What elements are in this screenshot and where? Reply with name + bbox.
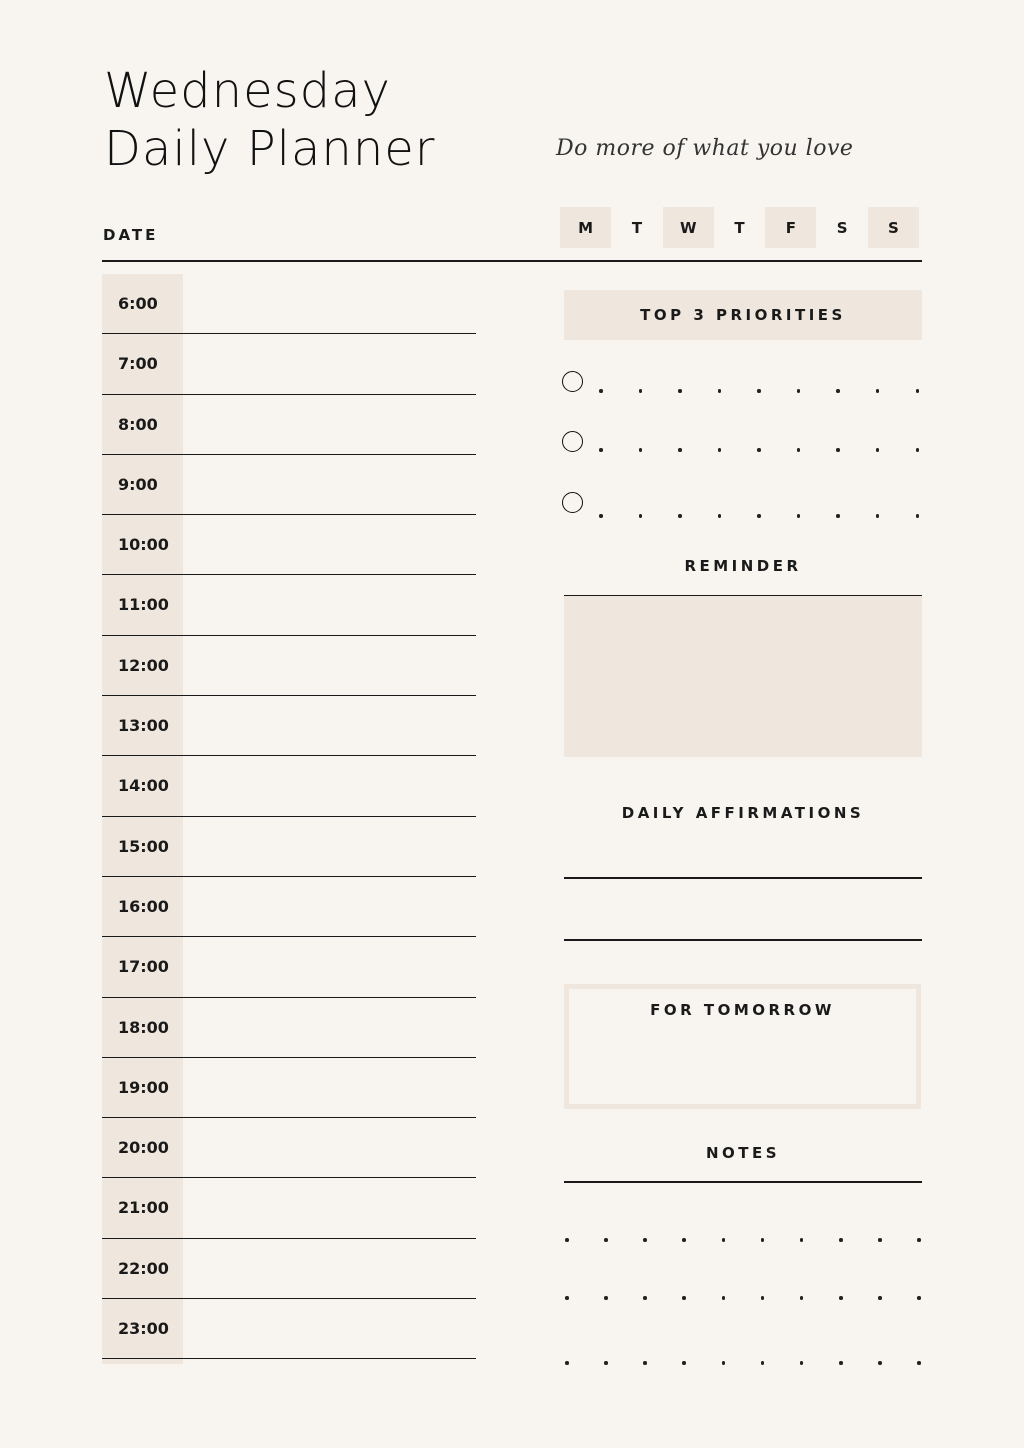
time-slot[interactable] — [102, 1058, 476, 1118]
checkbox-circle-icon[interactable] — [562, 431, 583, 452]
notes-divider — [564, 1181, 922, 1183]
time-label: 12:00 — [118, 655, 169, 675]
notes-dotted-line[interactable] — [565, 1296, 921, 1300]
notes-dotted-line[interactable] — [565, 1238, 921, 1242]
time-label: 20:00 — [118, 1138, 169, 1158]
time-label: 7:00 — [118, 354, 158, 374]
header-divider — [102, 260, 922, 262]
time-slot[interactable] — [102, 575, 476, 635]
time-slot[interactable] — [102, 515, 476, 575]
time-slot[interactable] — [102, 334, 476, 394]
time-label: 21:00 — [118, 1198, 169, 1218]
priority-item[interactable] — [562, 371, 924, 401]
time-label: 6:00 — [118, 294, 158, 313]
time-label: 14:00 — [118, 776, 169, 796]
time-label: 15:00 — [118, 836, 169, 856]
date-label: DATE — [103, 226, 159, 244]
reminder-title: REMINDER — [684, 557, 802, 575]
time-slot[interactable] — [102, 395, 476, 455]
tagline: Do more of what you love — [556, 136, 854, 161]
weekday-selector — [560, 207, 919, 248]
title-planner: Daily Planner — [104, 121, 436, 177]
weekday-0[interactable]: M — [560, 207, 611, 248]
time-slot[interactable] — [102, 1178, 476, 1238]
time-slot[interactable] — [102, 455, 476, 515]
time-slot[interactable] — [102, 1299, 476, 1359]
time-slot[interactable] — [102, 274, 476, 334]
time-slot[interactable] — [102, 817, 476, 877]
time-slot[interactable] — [102, 1118, 476, 1178]
title-day: Wednesday — [104, 63, 391, 119]
time-slot[interactable] — [102, 1239, 476, 1299]
time-slot[interactable] — [102, 756, 476, 816]
time-label: 22:00 — [118, 1258, 169, 1278]
weekday-3[interactable]: T — [734, 218, 745, 237]
affirmation-line[interactable] — [564, 939, 922, 941]
priorities-header — [564, 290, 922, 340]
checkbox-circle-icon[interactable] — [562, 371, 583, 392]
time-slot[interactable] — [102, 877, 476, 937]
affirmation-line[interactable] — [564, 877, 922, 879]
page-title — [104, 62, 524, 178]
dotted-line — [599, 389, 919, 393]
time-slot[interactable] — [102, 636, 476, 696]
priority-item[interactable] — [562, 492, 924, 522]
weekday-5[interactable]: S — [836, 218, 848, 237]
hourly-schedule — [102, 274, 476, 1359]
affirmations-title: DAILY AFFIRMATIONS — [621, 804, 865, 822]
reminder-box[interactable] — [564, 595, 922, 757]
time-label: 11:00 — [118, 595, 169, 615]
notes-title: NOTES — [705, 1144, 781, 1162]
weekday-1[interactable]: T — [631, 218, 643, 237]
dotted-line — [599, 514, 919, 518]
weekday-2[interactable]: W — [663, 207, 714, 248]
time-label: 9:00 — [118, 474, 158, 494]
time-label: 19:00 — [118, 1077, 169, 1097]
tomorrow-title: FOR TOMORROW — [650, 1001, 835, 1019]
time-slot[interactable] — [102, 937, 476, 997]
time-slot[interactable] — [102, 696, 476, 756]
time-label: 10:00 — [118, 535, 169, 555]
time-label: 8:00 — [118, 414, 158, 434]
time-label: 13:00 — [118, 716, 169, 736]
time-slot[interactable] — [102, 998, 476, 1058]
time-label: 18:00 — [118, 1017, 169, 1037]
notes-dotted-line[interactable] — [565, 1361, 921, 1365]
checkbox-circle-icon[interactable] — [562, 492, 583, 513]
weekday-6[interactable]: S — [868, 207, 919, 248]
weekday-4[interactable]: F — [765, 207, 816, 248]
priorities-title: TOP 3 PRIORITIES — [640, 306, 846, 324]
time-label: 17:00 — [118, 957, 169, 977]
dotted-line — [599, 448, 919, 452]
time-label: 16:00 — [118, 896, 169, 916]
priority-item[interactable] — [562, 431, 924, 461]
time-label: 23:00 — [118, 1319, 169, 1339]
